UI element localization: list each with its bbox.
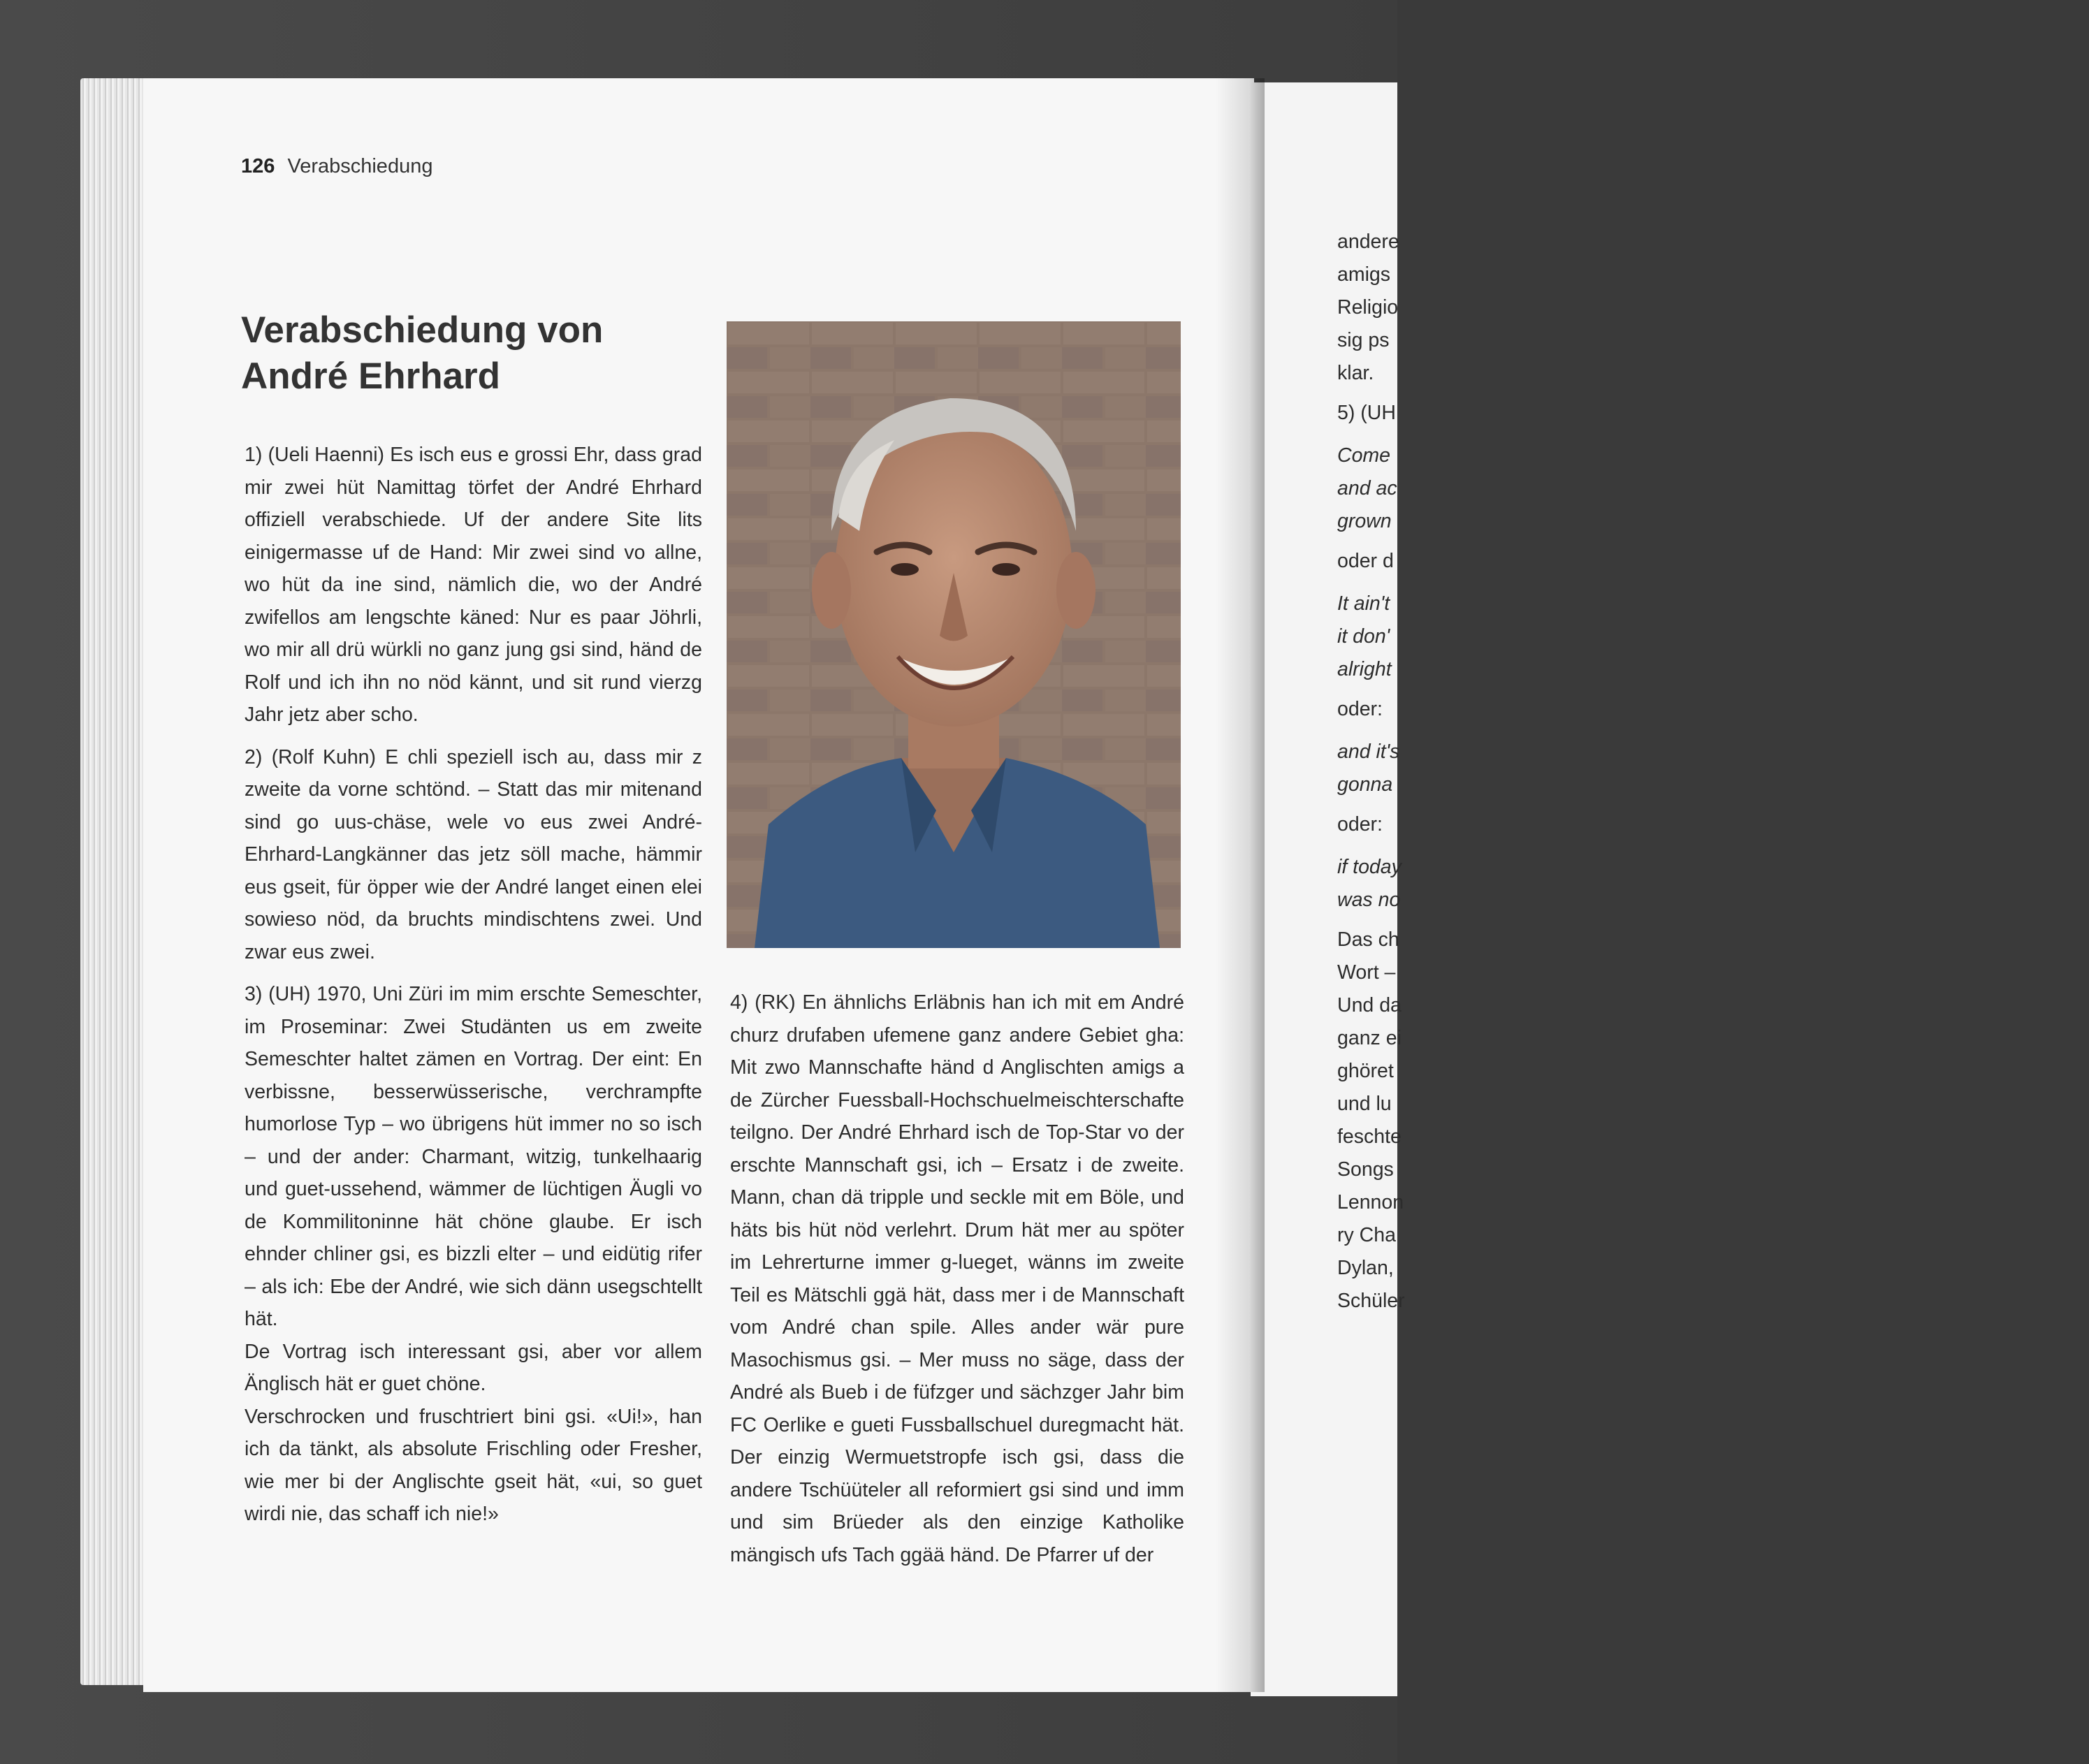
paragraph-1: 1) (Ueli Haenni) Es isch eus e grossi Ehr, dass grad mir zwei hüt Namittag törfet der André Ehrhard offiziell verabschiede. Uf der andere Site lits einigermasse uf de Hand: Mir zwei sind vo allne, wo hüt da ine sind, nämlich die, wo der André zwifellos am lengschte käned: Nur es paar Jöhrli, wo mir all drü würkli no ganz jung gsi sind, händ de Rolf und ich ihn no nöd kännt, und sit rund vierzg Jahr jetz aber scho.: [245, 444, 702, 726]
portrait-photo: [727, 321, 1181, 948]
paragraph-3c: Verschrocken und fruschtriert bini gsi. «Ui!», han ich da tänkt, als absolute Frischling oder Fresher, wie mer bi der Anglischte gseit hät, «ui, so guet wirdi nie, das schaff ich nie!»: [245, 1405, 702, 1525]
right-page-line: and ac: [1337, 477, 1397, 500]
right-page-line: sig ps: [1337, 329, 1390, 351]
right-page-line: feschte: [1337, 1125, 1402, 1148]
page-number: 126: [241, 155, 275, 177]
right-page-line: oder:: [1337, 698, 1383, 720]
right-page-line: Come: [1337, 444, 1391, 467]
right-page-line: 5) (UH: [1337, 402, 1396, 424]
book-gutter: [1216, 78, 1265, 1692]
right-page-line: andere: [1337, 231, 1399, 253]
right-page: [1251, 82, 1405, 1696]
right-text-column: [730, 986, 1184, 1571]
paragraph-2: 2) (Rolf Kuhn) E chli speziell isch au, dass mir z zweite da vorne schtönd. – Statt das mir mitenand sind go uus-chäse, wele vo eus zwei André-Ehrhard-Langkänner das jetz söll mache, hämmir eus gseit, für öpper wie der André langet einen elei sowieso nöd, da bruchts mindischtens zwei. Und zwar eus zwei.: [245, 745, 702, 963]
right-page-line: ganz ei: [1337, 1027, 1402, 1049]
right-page-line: gonna: [1337, 773, 1393, 796]
right-page-line: Das ch: [1337, 928, 1399, 951]
right-page-line: Religio: [1337, 296, 1399, 319]
left-text-column: [245, 439, 702, 1531]
right-page-line: was no: [1337, 889, 1401, 911]
right-page-line: oder d: [1337, 550, 1394, 572]
right-page-line: ry Cha: [1337, 1224, 1396, 1246]
article-title-line-2: André Ehrhard: [241, 356, 501, 397]
portrait-illustration: [727, 321, 1181, 948]
right-page-line: Wort –: [1337, 961, 1396, 984]
paragraph-4: 4) (RK) En ähnlichs Erläbnis han ich mit em André churz drufaben ufemene ganz andere Gebiet gha: Mit zwo Mannschafte händ d Anglischten amigs a de Zürcher Fuessball-Hochschuelmeischterschafte teilgno. Der André Ehrhard isch de Top-Star vo der erschte Mannschaft gsi, ich – Ersatz i de zweite. Mann, chan dä tripple und seckle mit em Böle, und häts bis hüt nöd verlehrt. Drum hät mer au spöter im Lehrerturne immer g-lueget, wänns im zweite Teil es Mätschli ggä hät, dass mer i de Mannschaft vom André chan spile. Alles ander wär pure Masochismus gsi. – Mer muss no säge, dass der André als Bueb i de füfzger und sächzger Jahr bim FC Oerlike e gueti Fussballschuel duregmacht hät. Der einzig Wermuetstropfe isch gsi, dass die andere Tschüüteler all reformiert gsi sind und imm und sim Brüeder als den einzige Katholike mängisch ufs Tach ggää händ. De Pfarrer uf der: [730, 991, 1184, 1566]
right-page-line: Schüler: [1337, 1290, 1405, 1312]
right-page-line: Und da: [1337, 994, 1402, 1016]
right-page-line: Songs: [1337, 1158, 1394, 1181]
right-page-line: Dylan,: [1337, 1257, 1394, 1279]
paragraph-3b: De Vortrag isch interessant gsi, aber vor allem Änglisch hät er guet chöne.: [245, 1340, 702, 1395]
article-title-line-1: Verabschiedung von: [241, 309, 604, 351]
right-page-line: alright: [1337, 658, 1392, 680]
article-title: [241, 307, 688, 400]
right-page-line: It ain't: [1337, 592, 1390, 615]
right-page-line: oder:: [1337, 813, 1383, 836]
right-page-line: und lu: [1337, 1093, 1392, 1115]
running-head-section: Verabschiedung: [287, 155, 433, 177]
right-page-line: grown: [1337, 510, 1392, 532]
right-page-line: it don': [1337, 625, 1390, 648]
paragraph-3: 3) (UH) 1970, Uni Züri im mim erschte Semeschter, im Proseminar: Zwei Studänten us em zweite Semeschter haltet zämen en Vortrag. Der eint: En verbissne, besserwüsserische, verchrampfte humorlose Typ – wo übrigens hüt immer no so isch – und der ander: Charmant, witzig, tunkelhaarig und guet-ussehend, wämmer de lüchtigen Äugli vo de Kommilitoninne hät chöne glaube. Er isch ehnder chliner gsi, es bizzli elter – und eidütig rifer – als ich: Ebe der André, wie sich dänn usegschtellt hät.: [245, 983, 702, 1330]
right-page-line: if today: [1337, 856, 1402, 878]
right-page-line: Lennon: [1337, 1191, 1404, 1213]
right-page-line: klar.: [1337, 362, 1374, 384]
right-page-line: ghöret: [1337, 1060, 1394, 1082]
right-page-line: amigs: [1337, 263, 1391, 286]
right-page-line: and it's: [1337, 741, 1400, 763]
running-head: [241, 155, 432, 178]
